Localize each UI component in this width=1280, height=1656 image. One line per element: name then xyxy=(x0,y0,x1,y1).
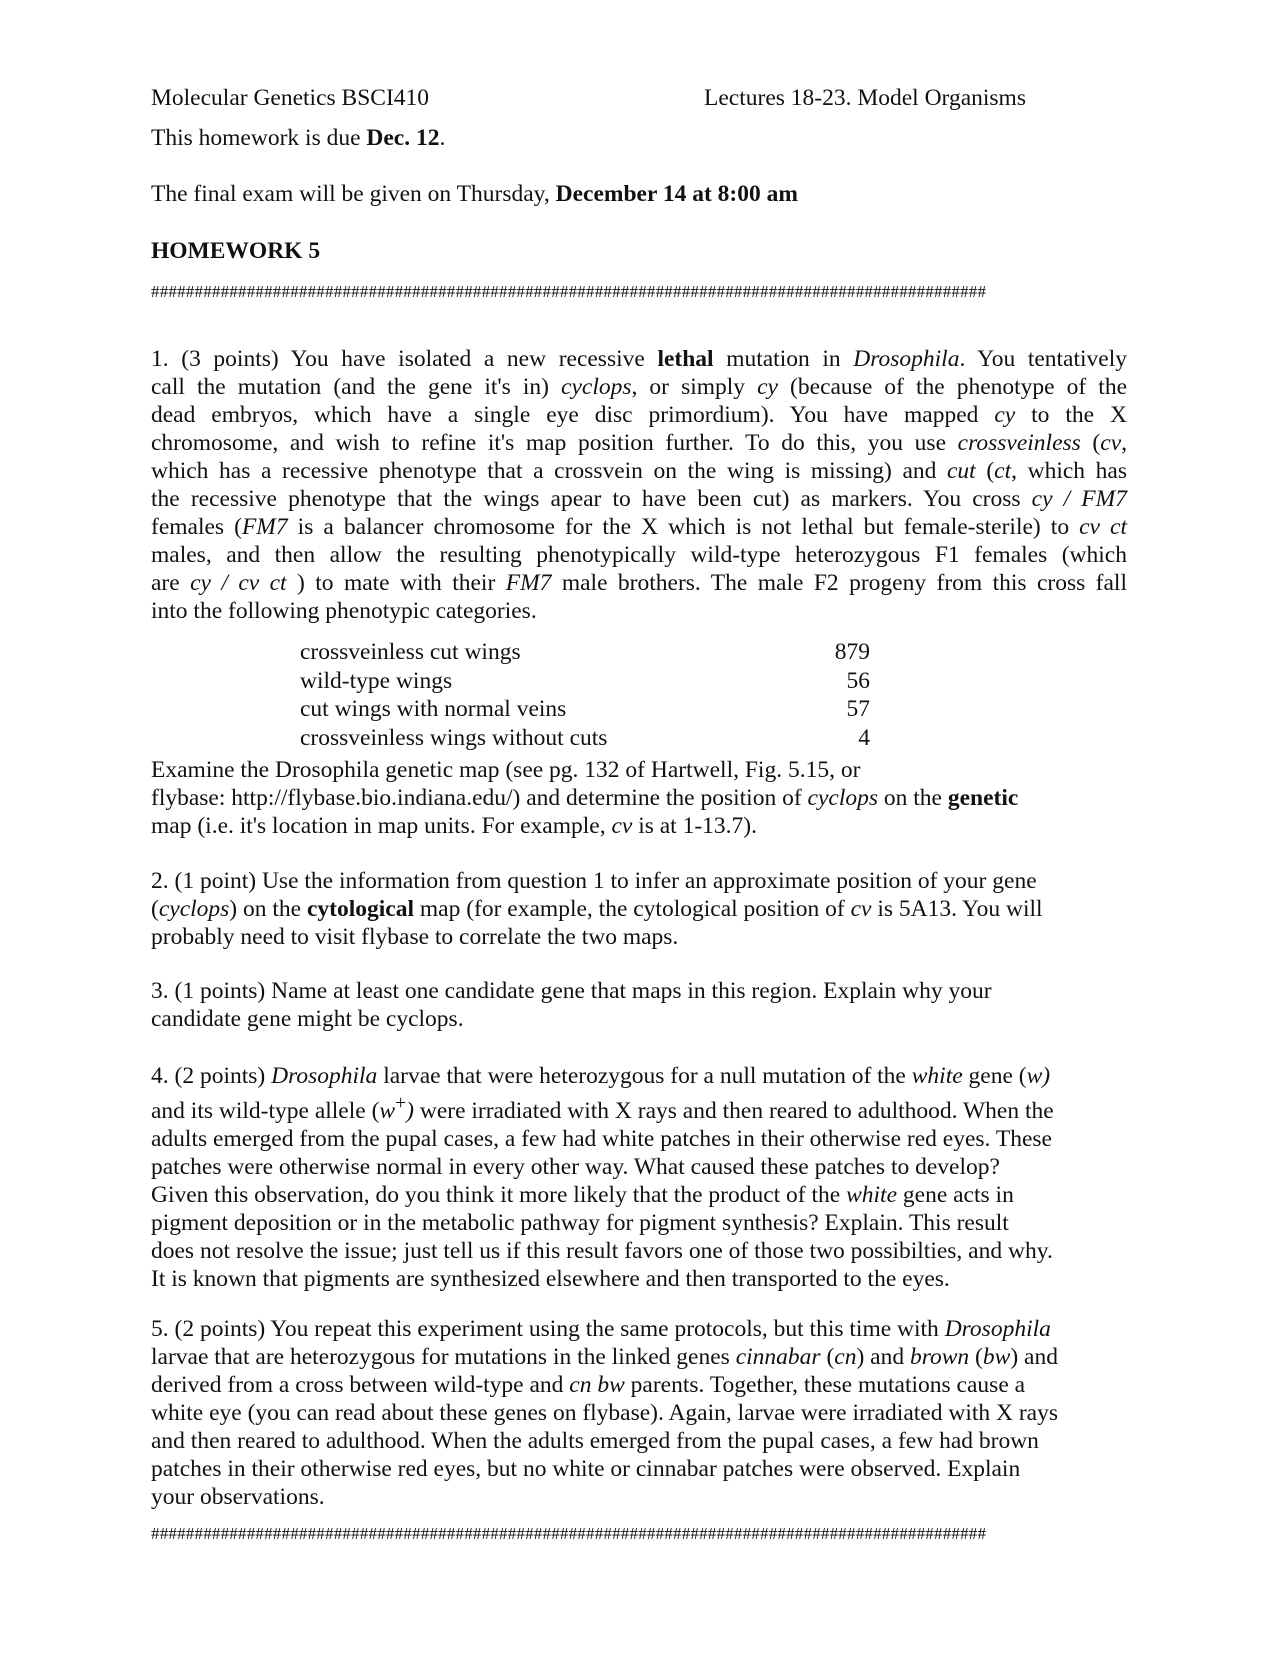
phenotype-label: crossveinless wings without cuts xyxy=(300,724,608,751)
phenotype-count: 57 xyxy=(846,696,870,722)
due-line: This homework is due Dec. 12. xyxy=(151,125,446,151)
course-title: Molecular Genetics BSCI410 xyxy=(151,85,430,111)
text-line: 3. (1 points) Name at least one candidate gene that maps in this region. Explain why your xyxy=(151,978,992,1004)
text-line: adults emerged from the pupal cases, a few had white patches in their otherwise red eyes. These xyxy=(151,1125,1052,1152)
question-1 xyxy=(151,345,1127,625)
question-5 xyxy=(151,1315,1127,1511)
text-line: does not resolve the issue; just tell us if this result favors one of those two possibilties, and why. xyxy=(151,1237,1053,1264)
text-line: probably need to visit flybase to correlate the two maps. xyxy=(151,924,679,950)
text-line: Examine the Drosophila genetic map (see pg. 132 of Hartwell, Fig. 5.15, or xyxy=(151,757,861,783)
text-line: patches were otherwise normal in every other way. What caused these patches to develop? xyxy=(151,1153,1000,1180)
text-line: larvae that are heterozygous for mutations in the linked genes cinnabar (cn) and brown (bw) and xyxy=(151,1344,1058,1370)
text-line: 5. (2 points) You repeat this experiment using the same protocols, but this time with Drosophila xyxy=(151,1316,1051,1342)
text-line: are cy / cv ct ) to mate with their FM7 male brothers. The male F2 progeny from this cross fall xyxy=(151,570,1127,596)
text-line: into the following phenotypic categories. xyxy=(151,598,537,624)
text-line: the recessive phenotype that the wings apear to have been cut) as markers. You cross cy / FM7 xyxy=(151,486,1127,512)
text-line: pigment deposition or in the metabolic pathway for pigment synthesis? Explain. This result xyxy=(151,1209,1009,1236)
text-line: patches in their otherwise red eyes, but no white or cinnabar patches were observed. Explain xyxy=(151,1456,1021,1482)
table-row xyxy=(300,724,870,753)
phenotype-label: cut wings with normal veins xyxy=(300,696,567,722)
exam-date: December 14 at 8:00 am xyxy=(555,181,798,207)
exam-line: The final exam will be given on Thursday, December 14 at 8:00 am xyxy=(151,181,798,207)
separator-top: ################################################################################################ xyxy=(151,282,987,301)
table-row xyxy=(300,667,870,696)
text-line: chromosome, and wish to refine it's map position further. To do this, you use crossveinless (cv, xyxy=(151,430,1128,456)
phenotype-label: wild-type wings xyxy=(300,667,453,694)
text-line: flybase: http://flybase.bio.indiana.edu/) and determine the position of cyclops on the genetic xyxy=(151,785,1019,811)
lectures-title: Lectures 18-23. Model Organisms xyxy=(704,85,1026,111)
text-line: 4. (2 points) Drosophila larvae that were heterozygous for a null mutation of the white gene (w) xyxy=(151,1063,1051,1089)
text-line: 1. (3 points) You have isolated a new recessive lethal mutation in Drosophila. You tentatively xyxy=(151,346,1128,372)
question-4 xyxy=(151,1062,1127,1293)
text-line: map (i.e. it's location in map units. For example, cv is at 1-13.7). xyxy=(151,813,757,839)
text-line: Given this observation, do you think it more likely that the product of the white gene acts in xyxy=(151,1181,1014,1208)
text-line: derived from a cross between wild-type and cn bw parents. Together, these mutations cause a xyxy=(151,1372,1026,1398)
question-3 xyxy=(151,977,1127,1033)
phenotype-table xyxy=(300,638,870,752)
phenotype-count: 56 xyxy=(846,667,870,694)
question-2 xyxy=(151,867,1127,951)
phenotype-label: crossveinless cut wings xyxy=(300,639,521,665)
text-line: dead embryos, which have a single eye disc primordium). You have mapped cy to the X xyxy=(151,402,1128,428)
text-line: call the mutation (and the gene it's in) cyclops, or simply cy (because of the phenotype of the xyxy=(151,374,1128,400)
text-line: It is known that pigments are synthesized elsewhere and then transported to the eyes. xyxy=(151,1265,950,1292)
text-line: and its wild-type allele (w+) were irradiated with X rays and then reared to adulthood. When the xyxy=(151,1093,1054,1124)
text-line: your observations. xyxy=(151,1484,325,1510)
text-line: females (FM7 is a balancer chromosome for the X which is not lethal but female-sterile) to cv ct xyxy=(151,514,1127,540)
phenotype-count: 4 xyxy=(858,724,870,751)
text-line: candidate gene might be cyclops. xyxy=(151,1006,464,1032)
text-line: (cyclops) on the cytological map (for example, the cytological position of cv is 5A13. You will xyxy=(151,896,1043,922)
text-line: 2. (1 point) Use the information from question 1 to infer an approximate position of your gene xyxy=(151,868,1037,894)
phenotype-count: 879 xyxy=(834,639,870,665)
separator-bottom: ################################################################################################ xyxy=(151,1524,987,1543)
text-line: white eye (you can read about these genes on flybase). Again, larvae were irradiated with X rays xyxy=(151,1400,1058,1426)
table-row xyxy=(300,695,870,724)
homework-heading: HOMEWORK 5 xyxy=(151,238,321,264)
due-date: Dec. 12 xyxy=(366,125,440,151)
text-line: and then reared to adulthood. When the adults emerged from the pupal cases, a few had brown xyxy=(151,1428,1039,1454)
text-line: males, and then allow the resulting phenotypically wild-type heterozygous F1 females (which xyxy=(151,542,1127,568)
table-row xyxy=(300,638,870,667)
question-1-instructions xyxy=(151,756,1127,840)
text-line: which has a recessive phenotype that a crossvein on the wing is missing) and cut (ct, which has xyxy=(151,458,1128,484)
